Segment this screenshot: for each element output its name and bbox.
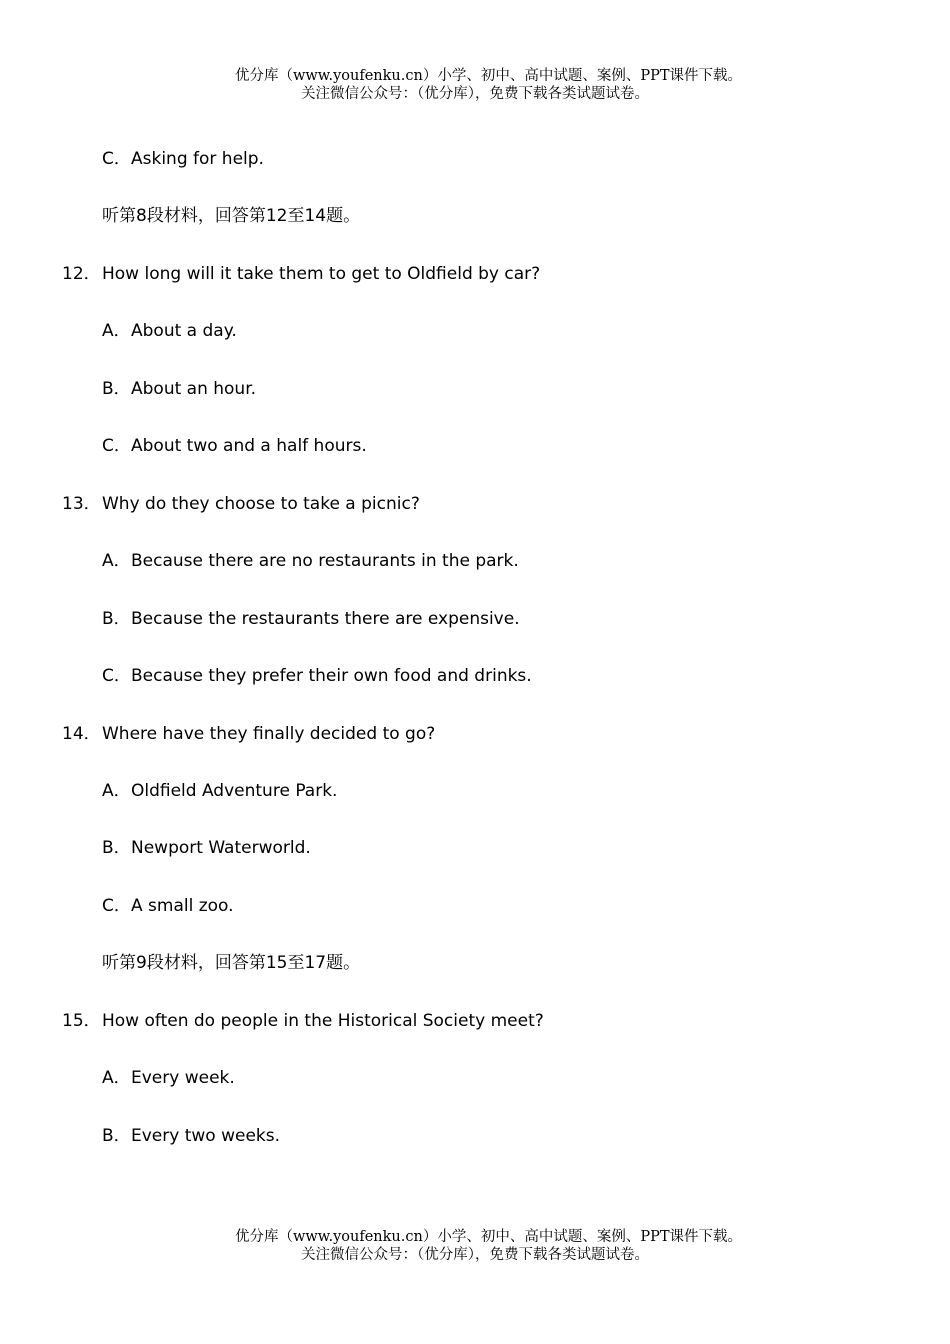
option-label: C． bbox=[102, 436, 131, 456]
question-text: How often do people in the Historical Society meet? bbox=[102, 1011, 544, 1031]
option-label: B． bbox=[102, 1126, 131, 1146]
option-text: Newport Waterworld. bbox=[131, 838, 311, 858]
option-label: A． bbox=[102, 1068, 131, 1088]
option-text: Oldfield Adventure Park. bbox=[131, 781, 338, 801]
option-label: A． bbox=[102, 321, 131, 341]
question-number: 14． bbox=[62, 724, 101, 744]
option-text: About two and a half hours. bbox=[131, 436, 367, 456]
option-text: Every week. bbox=[131, 1068, 235, 1088]
option-text: About an hour. bbox=[131, 379, 257, 399]
question-text: How long will it take them to get to Oldfield by car? bbox=[102, 264, 541, 284]
question-number: 15． bbox=[62, 1011, 101, 1031]
option-text: Because there are no restaurants in the park. bbox=[131, 551, 519, 571]
option-text: Asking for help. bbox=[131, 149, 264, 169]
option-text: Because the restaurants there are expensive. bbox=[131, 609, 520, 629]
option-label: C． bbox=[102, 896, 131, 916]
question-text: Where have they finally decided to go? bbox=[102, 724, 436, 744]
question-number: 13． bbox=[62, 494, 101, 514]
option-label: A． bbox=[102, 781, 131, 801]
option-label: B． bbox=[102, 838, 131, 858]
question-text: Why do they choose to take a picnic? bbox=[102, 494, 420, 514]
footer-line-1: 优分库（www.youfenku.cn）小学、初中、高中试题、案例、PPT课件下载。 bbox=[234, 1229, 743, 1245]
header-line-2: 关注微信公众号：（优分库），免费下载各类试题试卷。 bbox=[301, 86, 649, 102]
option-label: B． bbox=[102, 379, 131, 399]
option-text: A small zoo. bbox=[131, 896, 234, 916]
option-label: B． bbox=[102, 609, 131, 629]
page-footer bbox=[0, 1228, 950, 1264]
section-instruction-text: 听第8段材料，回答第12至14题。 bbox=[102, 206, 361, 226]
footer-line-2: 关注微信公众号：（优分库），免费下载各类试题试卷。 bbox=[301, 1247, 649, 1263]
option-text: Because they prefer their own food and drinks. bbox=[131, 666, 532, 686]
header-line-1: 优分库（www.youfenku.cn）小学、初中、高中试题、案例、PPT课件下载。 bbox=[234, 68, 743, 84]
option-label: C． bbox=[102, 149, 131, 169]
section-instruction-text: 听第9段材料，回答第15至17题。 bbox=[102, 953, 361, 973]
option-label: C． bbox=[102, 666, 131, 686]
option-label: A． bbox=[102, 551, 131, 571]
option-text: About a day. bbox=[131, 321, 237, 341]
option-text: Every two weeks. bbox=[131, 1126, 281, 1146]
question-number: 12． bbox=[62, 264, 101, 284]
